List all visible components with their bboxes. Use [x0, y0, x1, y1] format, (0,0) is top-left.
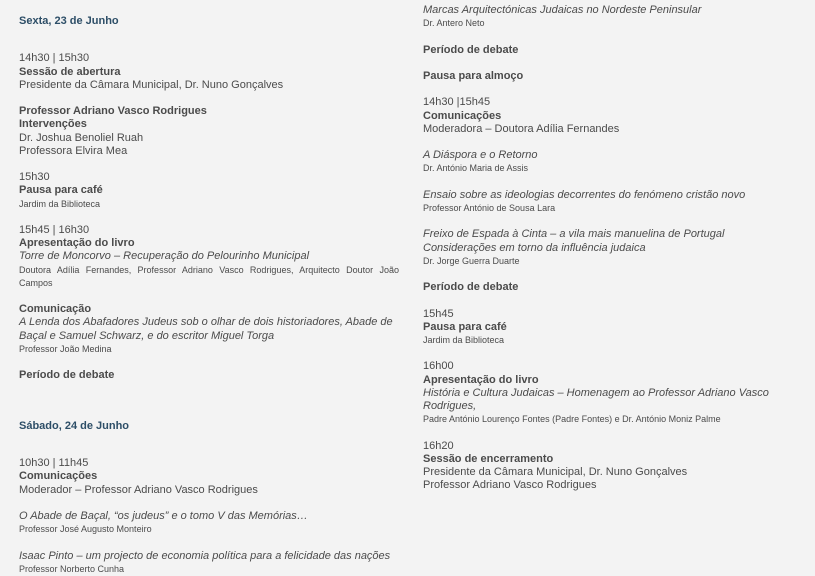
- time-slot: 16h20: [423, 439, 454, 452]
- time-slot: 10h30 | 11h45: [19, 457, 89, 470]
- presenters: Doutora Adília Fernandes, Professor Adriano Vasco Rodrigues, Arquitecto Doutor João Campos: [19, 264, 399, 288]
- talk-title: Marcas Arquitectónicas Judaicas no Nordeste Peninsular: [423, 4, 702, 16]
- session-title: Pausa para café: [423, 320, 507, 333]
- speaker: Professor Adriano Vasco Rodrigues: [423, 479, 597, 492]
- venue: Jardim da Biblioteca: [423, 334, 505, 345]
- speaker-heading: Professor Adriano Vasco Rodrigues: [19, 105, 207, 118]
- talk-title: O Abade de Baçal, “os judeus” e o tomo V das Memórias…: [19, 509, 308, 522]
- time-slot: 16h00: [423, 360, 454, 373]
- session-title: Apresentação do livro: [19, 237, 135, 250]
- talk-title: A Diáspora e o Retorno: [423, 149, 538, 162]
- talk-author: Dr. António Maria de Assis: [423, 163, 529, 174]
- day-heading-saturday: Sábado, 24 de Junho: [19, 419, 130, 432]
- left-column: [19, 4, 399, 576]
- speaker: Presidente da Câmara Municipal, Dr. Nuno Gonçalves: [423, 465, 688, 478]
- book-title: História e Cultura Judaicas – Homenagem ao Professor Adriano Vasco Rodrigues,: [423, 386, 769, 412]
- session-title: Comunicações: [423, 109, 502, 122]
- time-slot: 15h45 | 16h30: [19, 223, 90, 236]
- talk-author: Dr. Antero Neto: [423, 18, 485, 29]
- session-title: Sessão de abertura: [19, 65, 121, 78]
- talk-title: Freixo de Espada à Cinta – a vila mais manuelina de Portugal: [423, 228, 725, 241]
- talk-author: Dr. Jorge Guerra Duarte: [423, 255, 520, 266]
- session-title: Pausa para almoço: [423, 69, 524, 82]
- time-slot: 14h30 | 15h30: [19, 52, 90, 65]
- talk-author: Professor José Augusto Monteiro: [19, 524, 152, 535]
- session-title: Apresentação do livro: [423, 373, 539, 386]
- speaker: Professora Elvira Mea: [19, 144, 128, 157]
- time-slot: 14h30 |15h45: [423, 96, 491, 109]
- talk-title: A Lenda dos Abafadores Judeus sob o olhar de dois historiadores, Abade de Baçal e Samuel Schwarz, e do escritor Miguel Torga: [19, 316, 393, 342]
- session-title: Período de debate: [19, 369, 115, 382]
- session-title: Intervenções: [19, 118, 87, 131]
- speaker: Dr. Joshua Benoliel Ruah: [19, 131, 144, 144]
- session-title: Comunicação: [19, 303, 92, 316]
- speaker: Presidente da Câmara Municipal, Dr. Nuno Gonçalves: [19, 78, 284, 91]
- talk-author: Professor Norberto Cunha: [19, 563, 125, 574]
- session-title: Período de debate: [423, 281, 519, 294]
- time-slot: 15h30: [19, 171, 50, 184]
- talk-author: Professor João Medina: [19, 343, 112, 354]
- session-title: Comunicações: [19, 470, 98, 483]
- talk-title: Isaac Pinto – um projecto de economia política para a felicidade das nações: [19, 549, 391, 562]
- session-title: Pausa para café: [19, 184, 103, 197]
- session-title: Sessão de encerramento: [423, 452, 554, 465]
- presenters: Padre António Lourenço Fontes (Padre Fontes) e Dr. António Moniz Palme: [423, 414, 721, 425]
- moderator: Moderadora – Doutora Adília Fernandes: [423, 122, 620, 135]
- moderator: Moderador – Professor Adriano Vasco Rodrigues: [19, 483, 258, 496]
- day-heading-friday: Sexta, 23 de Junho: [19, 15, 119, 27]
- venue: Jardim da Biblioteca: [19, 198, 101, 209]
- talk-title: Ensaio sobre as ideologias decorrentes do fenómeno cristão novo: [423, 188, 746, 201]
- right-column: [423, 4, 795, 492]
- session-title: Período de debate: [423, 43, 519, 56]
- talk-subtitle: Considerações em torno da influência judaica: [423, 241, 646, 254]
- time-slot: 15h45: [423, 307, 454, 320]
- book-title: Torre de Moncorvo – Recuperação do Pelourinho Municipal: [19, 250, 310, 263]
- talk-author: Professor António de Sousa Lara: [423, 202, 556, 213]
